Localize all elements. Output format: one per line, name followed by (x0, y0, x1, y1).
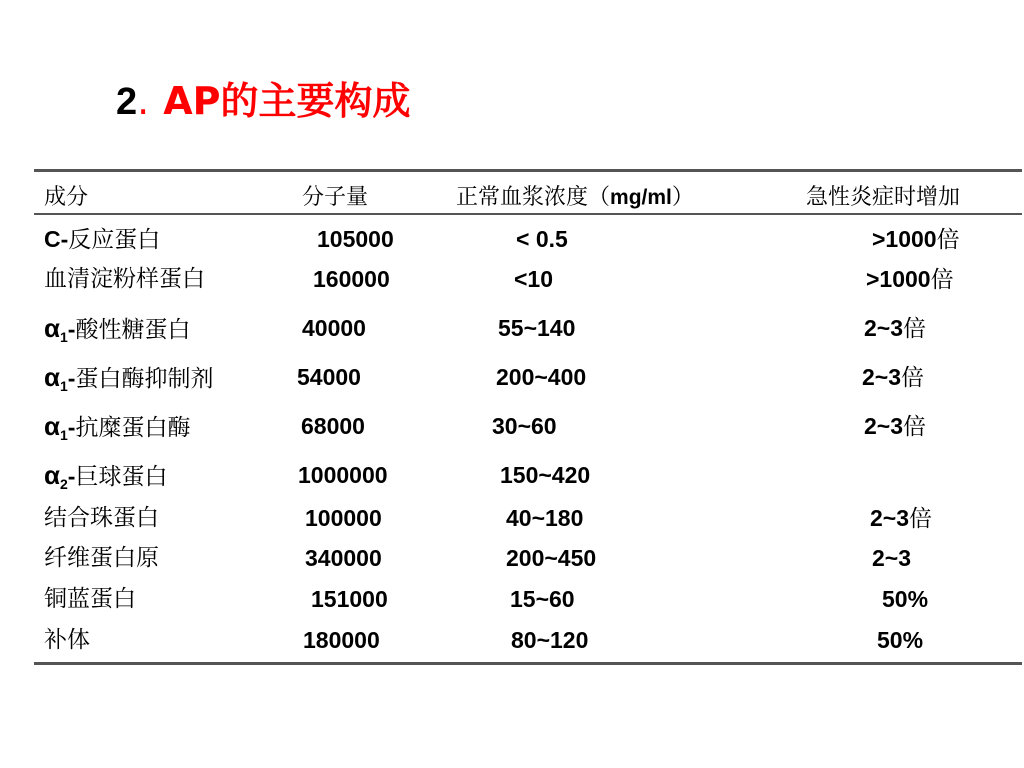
increase-value: >1000 (866, 266, 931, 292)
increase-value: 2~3 (870, 505, 910, 531)
cell-molecular-weight: 68000 (301, 413, 365, 439)
cell-concentration: 40~180 (506, 505, 584, 531)
table-header-rule (34, 213, 1022, 215)
increase-value: 2~3 (864, 315, 904, 341)
increase-unit: 倍 (909, 506, 933, 532)
increase-value: 2~3 (872, 545, 912, 571)
cell-increase (864, 313, 926, 344)
cell-component (44, 313, 190, 352)
header-increase: 急性炎症时增加 (806, 185, 961, 210)
component-name: 反应蛋白 (68, 227, 161, 253)
increase-unit: 倍 (903, 316, 927, 342)
increase-unit: 倍 (903, 414, 927, 440)
header-conc-unit: mg/ml (610, 186, 672, 209)
header-component: 成分 (44, 185, 89, 210)
cell-molecular-weight: 180000 (303, 627, 380, 653)
header-molecular-weight: 分子量 (302, 185, 369, 210)
component-name: 蛋白酶抑制剂 (75, 366, 214, 392)
cell-concentration: 55~140 (498, 315, 576, 341)
cell-component (44, 411, 190, 450)
alpha-subscript: 1 (59, 329, 68, 345)
name-dash: - (67, 365, 76, 391)
cell-concentration: 150~420 (500, 462, 591, 488)
alpha-subscript: 1 (59, 378, 68, 394)
component-name: 铜蓝蛋白 (44, 586, 136, 612)
cell-molecular-weight: 151000 (311, 586, 388, 612)
cell-increase (870, 503, 932, 534)
slide-title (116, 70, 411, 125)
component-name: 酸性糖蛋白 (75, 317, 191, 343)
component-name: 结合珠蛋白 (44, 505, 159, 531)
cell-molecular-weight: 40000 (302, 315, 366, 341)
increase-unit: 倍 (930, 267, 954, 293)
increase-value: 2~3 (864, 413, 904, 439)
cell-concentration: 15~60 (510, 586, 575, 612)
cell-concentration: <10 (514, 266, 554, 292)
cell-increase (864, 411, 926, 442)
cell-component (44, 264, 205, 294)
increase-value: 2~3 (862, 364, 902, 390)
header-plasma-concentration (456, 180, 694, 211)
cell-component (44, 224, 160, 255)
cell-concentration: 200~450 (506, 545, 597, 571)
cell-molecular-weight: 100000 (305, 505, 382, 531)
cell-concentration: 80~120 (511, 627, 589, 653)
increase-unit: 倍 (936, 227, 960, 253)
alpha-subscript: 2 (59, 476, 68, 492)
cell-increase (866, 264, 954, 295)
alpha-symbol: α (44, 460, 60, 490)
title-text: AP的主要构成 (163, 79, 411, 123)
cell-component (44, 362, 213, 401)
cell-molecular-weight: 160000 (313, 266, 390, 292)
cell-increase (877, 625, 923, 655)
alpha-symbol: α (44, 411, 60, 441)
alpha-symbol: α (44, 362, 60, 392)
cell-component (44, 503, 159, 533)
table-bottom-rule (34, 662, 1022, 665)
name-dash: - (67, 316, 76, 342)
increase-value: 50% (882, 586, 929, 612)
header-conc-prefix: 正常血浆浓度（ (456, 185, 611, 210)
header-conc-suffix: ） (671, 185, 694, 210)
cell-concentration: 30~60 (492, 413, 557, 439)
cell-increase (872, 224, 960, 255)
cell-component (44, 625, 90, 655)
component-name: 补体 (44, 627, 90, 653)
cell-molecular-weight: 54000 (297, 364, 361, 390)
table-top-rule (34, 169, 1022, 172)
cell-concentration: 200~400 (496, 364, 587, 390)
cell-component (44, 460, 167, 499)
cell-concentration: < 0.5 (516, 226, 568, 252)
cell-increase (882, 584, 928, 614)
increase-value: >1000 (872, 226, 937, 252)
cell-component (44, 543, 159, 573)
name-dash: - (67, 463, 76, 489)
cell-component (44, 584, 136, 614)
cell-molecular-weight: 340000 (305, 545, 382, 571)
component-name: 血清淀粉样蛋白 (44, 266, 205, 292)
cell-molecular-weight: 1000000 (298, 462, 388, 488)
component-name: 纤维蛋白原 (44, 545, 159, 571)
cell-molecular-weight: 105000 (317, 226, 394, 252)
cell-increase (862, 362, 924, 393)
alpha-symbol: α (44, 313, 60, 343)
increase-value: 50% (877, 627, 924, 653)
increase-unit: 倍 (901, 365, 925, 391)
alpha-subscript: 1 (59, 427, 68, 443)
name-prefix: C- (44, 226, 69, 252)
title-dot: . (137, 79, 150, 123)
name-dash: - (67, 414, 76, 440)
component-name: 巨球蛋白 (75, 464, 168, 490)
title-number: 2 (116, 81, 138, 123)
cell-increase (872, 543, 911, 573)
component-name: 抗糜蛋白酶 (75, 415, 191, 441)
